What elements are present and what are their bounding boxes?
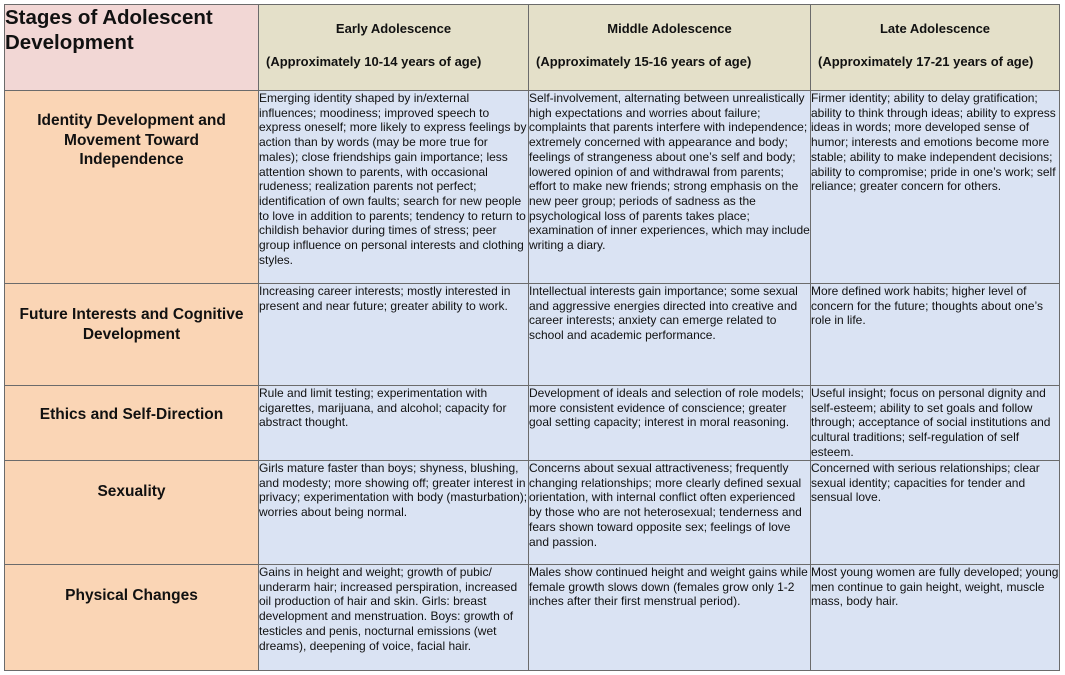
cell-future-middle: Intellectual interests gain importance; some sexual and aggressive energies directed into creative and career interests; anxiety can emerge related to school and academic performance. [529,284,811,386]
table-row [5,284,1060,386]
cell-sexuality-early: Girls mature faster than boys; shyness, blushing, and modesty; more showing off; greater interest in privacy; experimentation with body (masturbation); worries about being normal. [259,461,529,565]
row-heading-future-interests [5,284,259,386]
row-heading-text: Physical Changes [65,587,198,604]
stage-name: Early Adolescence [335,21,452,36]
cell-sexuality-late: Concerned with serious relationships; clear sexual identity; capacities for tender and sensual love. [811,461,1060,565]
row-heading-physical [5,565,259,671]
header-row [5,5,1060,91]
row-heading-text: Ethics and Self-Direction [39,406,224,423]
cell-identity-late: Firmer identity; ability to delay gratification; ability to think through ideas; ability to express ideas in words; more developed sense of humor; interests and emotions become more stable; ability to make independent decisions; ability to compromise; pride in one’s work; self reliance; greater concern for others. [811,91,1060,284]
stage-name: Late Adolescence [879,21,991,36]
row-heading-sexuality [5,461,259,565]
table-row [5,386,1060,461]
table-row [5,461,1060,565]
row-heading-text: Sexuality [97,483,166,500]
table-title: Stages of Adolescent Development [5,5,259,91]
stage-name: Middle Adolescence [607,21,732,36]
stage-age-range: (Approximately 17-21 years of age) [818,54,1034,69]
row-heading-text: Future Interests and Cognitive Development [19,306,244,343]
stage-header-middle [529,5,811,91]
cell-physical-late: Most young women are fully developed; young men continue to gain height, weight, muscle mass, body hair. [811,565,1060,671]
cell-ethics-middle: Development of ideals and selection of role models; more consistent evidence of conscience; greater goal setting capacity; interest in moral reasoning. [529,386,811,461]
cell-identity-middle: Self-involvement, alternating between unrealistically high expectations and worries about failure; complaints that parents interfere with independence; extremely concerned with appearance and body; feelings of strangeness about one’s self and body; lowered opinion of and withdrawal from parents; effort to make new friends; strong emphasis on the new peer group; periods of sadness as the psychological loss of parents takes place; examination of inner experiences, which may include writing a diary. [529,91,811,284]
adolescent-development-table [4,4,1060,671]
table-row [5,91,1060,284]
stage-age-range: (Approximately 10-14 years of age) [266,54,482,69]
cell-ethics-late: Useful insight; focus on personal dignity and self-esteem; ability to set goals and follow through; acceptance of social institutions and cultural traditions; self-regulation of self esteem. [811,386,1060,461]
cell-sexuality-middle: Concerns about sexual attractiveness; frequently changing relationships; more clearly defined sexual orientation, with internal conflict often experienced by those who are not heterosexual; tenderness and fears shown toward opposite sex; feelings of love and passion. [529,461,811,565]
row-heading-identity [5,91,259,284]
stage-age-range: (Approximately 15-16 years of age) [536,54,752,69]
row-heading-text: Identity Development and Movement Toward Independence [37,112,226,168]
row-heading-ethics [5,386,259,461]
table-row [5,565,1060,671]
cell-future-early: Increasing career interests; mostly interested in present and near future; greater ability to work. [259,284,529,386]
cell-ethics-early: Rule and limit testing; experimentation with cigarettes, marijuana, and alcohol; capacity for abstract thought. [259,386,529,461]
cell-physical-middle: Males show continued height and weight gains while female growth slows down (females grow only 1-2 inches after their first menstrual period). [529,565,811,671]
stage-header-early [259,5,529,91]
cell-physical-early: Gains in height and weight; growth of pubic/ underarm hair; increased perspiration, increased oil production of hair and skin. Girls: breast development and menstruation. Boys: growth of testicles and penis, nocturnal emissions (wet dreams), deepening of voice, facial hair. [259,565,529,671]
cell-identity-early: Emerging identity shaped by in/external influences; moodiness; improved speech to express oneself; more likely to express feelings by action than by words (may be more true for males); close friendships gain importance; less attention shown to parents, with occasional rudeness; realization parents not perfect; identification of own faults; search for new people to love in addition to parents; tendency to return to childish behavior during times of stress; peer group influence on personal interests and clothing styles. [259,91,529,284]
stage-header-late [811,5,1060,91]
cell-future-late: More defined work habits; higher level of concern for the future; thoughts about one’s role in life. [811,284,1060,386]
